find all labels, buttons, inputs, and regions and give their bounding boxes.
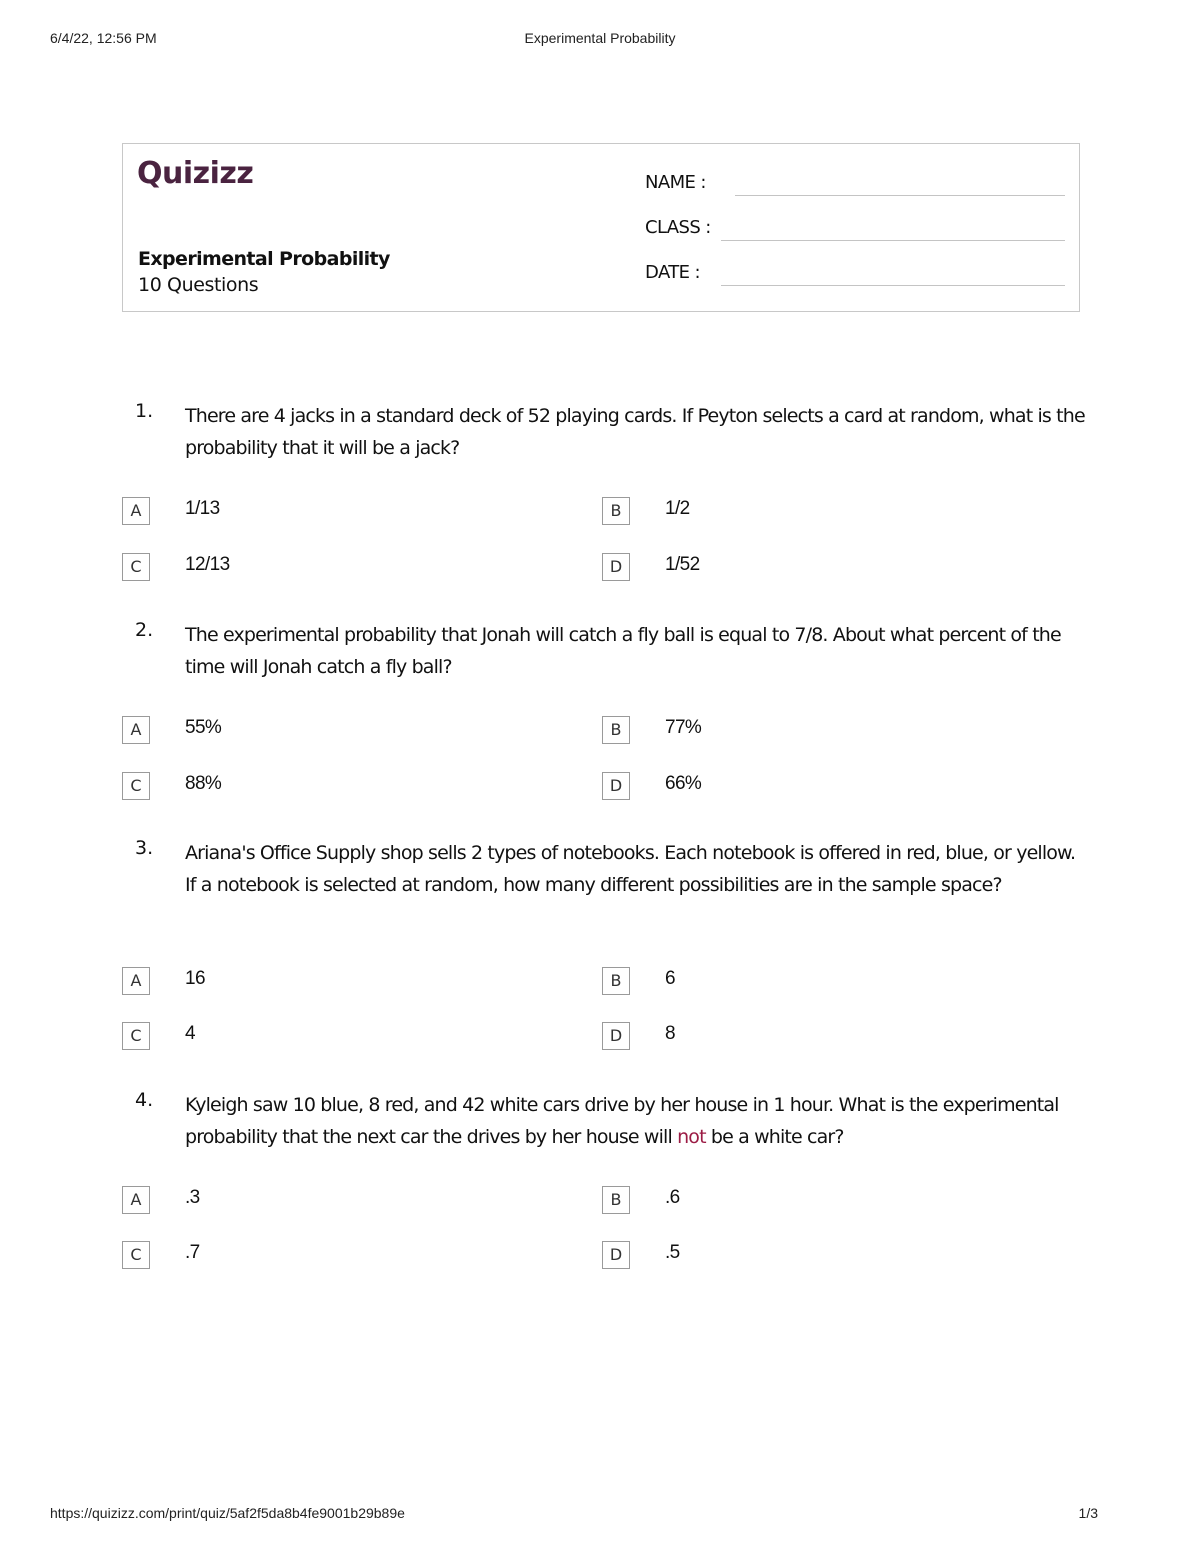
q4-option-d[interactable] <box>602 1241 1022 1271</box>
question-text: The experimental probability that Jonah will catch a fly ball is equal to 7/8. About what percent of the time will Jonah catch a fly ball? <box>185 624 1061 678</box>
option-letter: D <box>602 1022 630 1050</box>
date-line <box>721 285 1065 286</box>
option-text: 12/13 <box>185 554 230 575</box>
question-count: 10 Questions <box>138 274 259 296</box>
option-text: .5 <box>665 1242 680 1263</box>
q3-option-b[interactable] <box>602 967 1022 997</box>
date-label: DATE : <box>645 262 701 283</box>
option-letter: D <box>602 772 630 800</box>
page-number: 1/3 <box>1078 1505 1098 1521</box>
print-title: Experimental Probability <box>524 30 676 46</box>
option-letter: B <box>602 967 630 995</box>
q3-option-d[interactable] <box>602 1022 1022 1052</box>
option-text: .3 <box>185 1187 200 1208</box>
option-text: 1/2 <box>665 498 690 519</box>
question-number: 1. <box>135 400 154 422</box>
option-text: 55% <box>185 717 222 738</box>
option-letter: C <box>122 553 150 581</box>
quiz-header-box <box>122 143 1080 312</box>
class-line <box>721 240 1065 241</box>
question-number: 3. <box>135 837 154 859</box>
question-text <box>185 1089 1085 1153</box>
date-field <box>645 262 1065 292</box>
name-line <box>735 195 1065 196</box>
print-url: https://quizizz.com/print/quiz/5af2f5da8b4fe9001b29b89e <box>50 1505 405 1521</box>
option-text: 16 <box>185 968 205 989</box>
q2-option-d[interactable] <box>602 772 1022 802</box>
option-text: .6 <box>665 1187 680 1208</box>
question-emphasis: not <box>677 1126 706 1148</box>
q3-option-a[interactable] <box>122 967 542 997</box>
class-label: CLASS : <box>645 217 711 238</box>
option-text: 6 <box>665 968 675 989</box>
print-date: 6/4/22, 12:56 PM <box>50 30 157 46</box>
option-letter: D <box>602 1241 630 1269</box>
question-number: 2. <box>135 619 154 641</box>
option-letter: D <box>602 553 630 581</box>
option-letter: A <box>122 716 150 744</box>
option-text: 88% <box>185 773 222 794</box>
option-text: 8 <box>665 1023 675 1044</box>
option-letter: B <box>602 497 630 525</box>
option-letter: C <box>122 1241 150 1269</box>
print-footer <box>50 1505 1150 1525</box>
option-text: 4 <box>185 1023 195 1044</box>
question-text: There are 4 jacks in a standard deck of 52 playing cards. If Peyton selects a card at random, what is the probability that it will be a jack? <box>185 405 1085 459</box>
q4-option-c[interactable] <box>122 1241 542 1271</box>
q1-option-c[interactable] <box>122 553 542 583</box>
q2-option-b[interactable] <box>602 716 1022 746</box>
q4-option-a[interactable] <box>122 1186 542 1216</box>
question-number: 4. <box>135 1089 154 1111</box>
quizizz-logo: Quizizz <box>137 156 254 191</box>
question-text-part: be a white car? <box>705 1126 844 1148</box>
q2-option-a[interactable] <box>122 716 542 746</box>
q3-option-c[interactable] <box>122 1022 542 1052</box>
option-letter: B <box>602 716 630 744</box>
option-letter: B <box>602 1186 630 1214</box>
option-letter: A <box>122 497 150 525</box>
question-text-part: Kyleigh saw 10 blue, 8 red, and 42 white cars drive by her house in 1 hour. What is the experimental probability that the next car the drives by her house will <box>185 1094 1059 1148</box>
q1-option-d[interactable] <box>602 553 1022 583</box>
option-letter: C <box>122 772 150 800</box>
q1-option-a[interactable] <box>122 497 542 527</box>
class-field <box>645 217 1065 247</box>
option-text: 77% <box>665 717 702 738</box>
name-field <box>645 172 1065 202</box>
option-text: 1/13 <box>185 498 220 519</box>
question-text: Ariana's Office Supply shop sells 2 types of notebooks. Each notebook is offered in red, blue, or yellow. If a notebook is selected at random, how many different possibilities are in the sample space? <box>185 842 1076 896</box>
option-text: 66% <box>665 773 702 794</box>
q2-option-c[interactable] <box>122 772 542 802</box>
option-letter: A <box>122 1186 150 1214</box>
option-letter: C <box>122 1022 150 1050</box>
q4-option-b[interactable] <box>602 1186 1022 1216</box>
name-label: NAME : <box>645 172 706 193</box>
option-letter: A <box>122 967 150 995</box>
print-header <box>50 30 1150 50</box>
option-text: .7 <box>185 1242 200 1263</box>
q1-option-b[interactable] <box>602 497 1022 527</box>
quiz-title: Experimental Probability <box>138 248 390 270</box>
option-text: 1/52 <box>665 554 700 575</box>
